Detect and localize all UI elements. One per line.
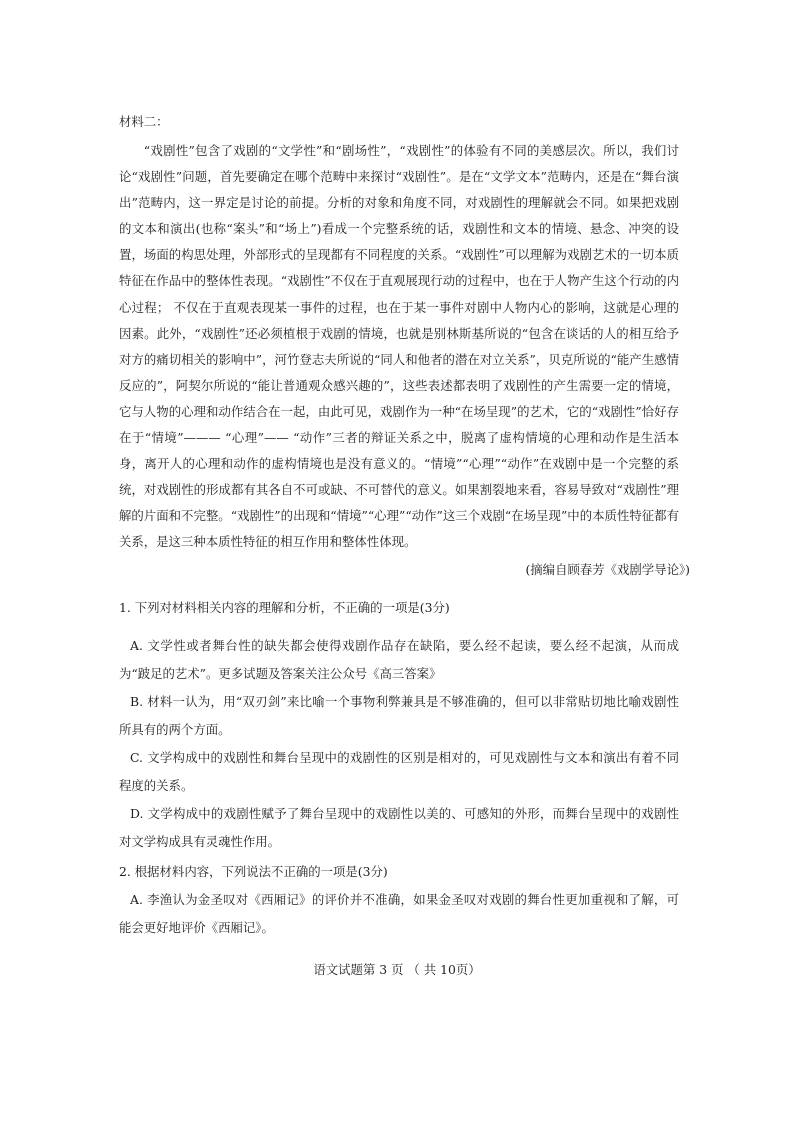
material-label: 材料二：: [119, 114, 169, 129]
material-source: (摘编自顾春芳《戏剧学导论》): [525, 562, 690, 577]
material-paragraph: “戏剧性”包含了戏剧的“文学性”和“剧场性”，“戏剧性”的体验有不同的美感层次。所以，我们讨论“戏剧性”问题，首先要确定在哪个范畴中来探讨“戏剧性”。是在“文学文本”范畴内，还是在“舞台演出”范畴内，这一界定是讨论的前提。分析的对象和角度不同，对戏剧性的理解就会不同。如果把戏剧的文本和演出(也称“案头”和“场上”)看成一个完整系统的话，戏剧性和文本的情境、悬念、冲突的设置，场面的构思处理，外部形式的呈现都有不同程度的关系。“戏剧性”可以理解为戏剧艺术的一切本质特征在作品中的整体性表现。“戏剧性”不仅在于直观展现行动的过程中，也在于人物产生这个行动的内心过程； 不仅在于直观表现某一事件的过程，也在于某一事件对剧中人物内心的影响，这就是心理的因素。此外，“戏剧性”还必须植根于戏剧的情境，也就是别林斯基所说的“包含在谈话的人的相互给予对方的痛切相关的影响中”，河竹登志夫所说的“同人和他者的潜在对立关系”，贝克所说的“能产生感情反应的”，阿契尔所说的“能让普通观众感兴趣的”，这些表述都表明了戏剧性的产生需要一定的情境，它与人物的心理和动作结合在一起，由此可见，戏剧作为一种“在场呈现”的艺术，它的“戏剧性”恰好存在于“情境”——— “心理”—— “动作”三者的辩证关系之中，脱离了虚构情境的心理和动作是生活本身，离开人的心理和动作的虚构情境也是没有意义的。“情境”“心理”“动作”在戏剧中是一个完整的系统，对戏剧性的形成都有其各自不可或缺、不可替代的意义。如果割裂地来看，容易导致对“戏剧性”理解的片面和不完整。“戏剧性”的出现和“情境”“心理”“动作”这三个戏剧“在场呈现”中的本质性特征都有关系，是这三种本质性特征的相互作用和整体性体现。: [119, 143, 679, 550]
question-1-option-d: D. 文学构成中的戏剧性赋予了舞台呈现中的戏剧性以美的、可感知的外形，而舞台呈现中的戏剧性对文学构成具有灵魂性作用。: [119, 806, 679, 849]
question-1-stem: 1. 下列对材料相关内容的理解和分析，不正确的一项是(3分): [119, 600, 450, 615]
question-1-option-c: C. 文学构成中的戏剧性和舞台呈现中的戏剧性的区别是相对的，可见戏剧性与文本和演出有着不同程度的关系。: [119, 750, 679, 793]
question-2-stem: 2. 根据材料内容，下列说法不正确的一项是(3分): [119, 864, 388, 879]
question-1-option-b: B. 材料一认为，用“双刃剑”来比喻一个事物利弊兼具是不够准确的，但可以非常贴切地比喻戏剧性所具有的两个方面。: [119, 694, 679, 737]
page-footer: 语文试题第 3 页 （ 共 10页）: [313, 962, 481, 977]
question-2-option-a: A. 李渔认为金圣叹对《西厢记》的评价并不准确，如果金圣叹对戏剧的舞台性更加重视和了解，可能会更好地评价《西厢记》。: [119, 892, 679, 935]
question-1-option-a: A. 文学性或者舞台性的缺失都会使得戏剧作品存在缺陷，要么经不起读，要么经不起演，从而成为“跛足的艺术”。更多试题及答案关注公众号《高三答案》: [119, 638, 679, 681]
